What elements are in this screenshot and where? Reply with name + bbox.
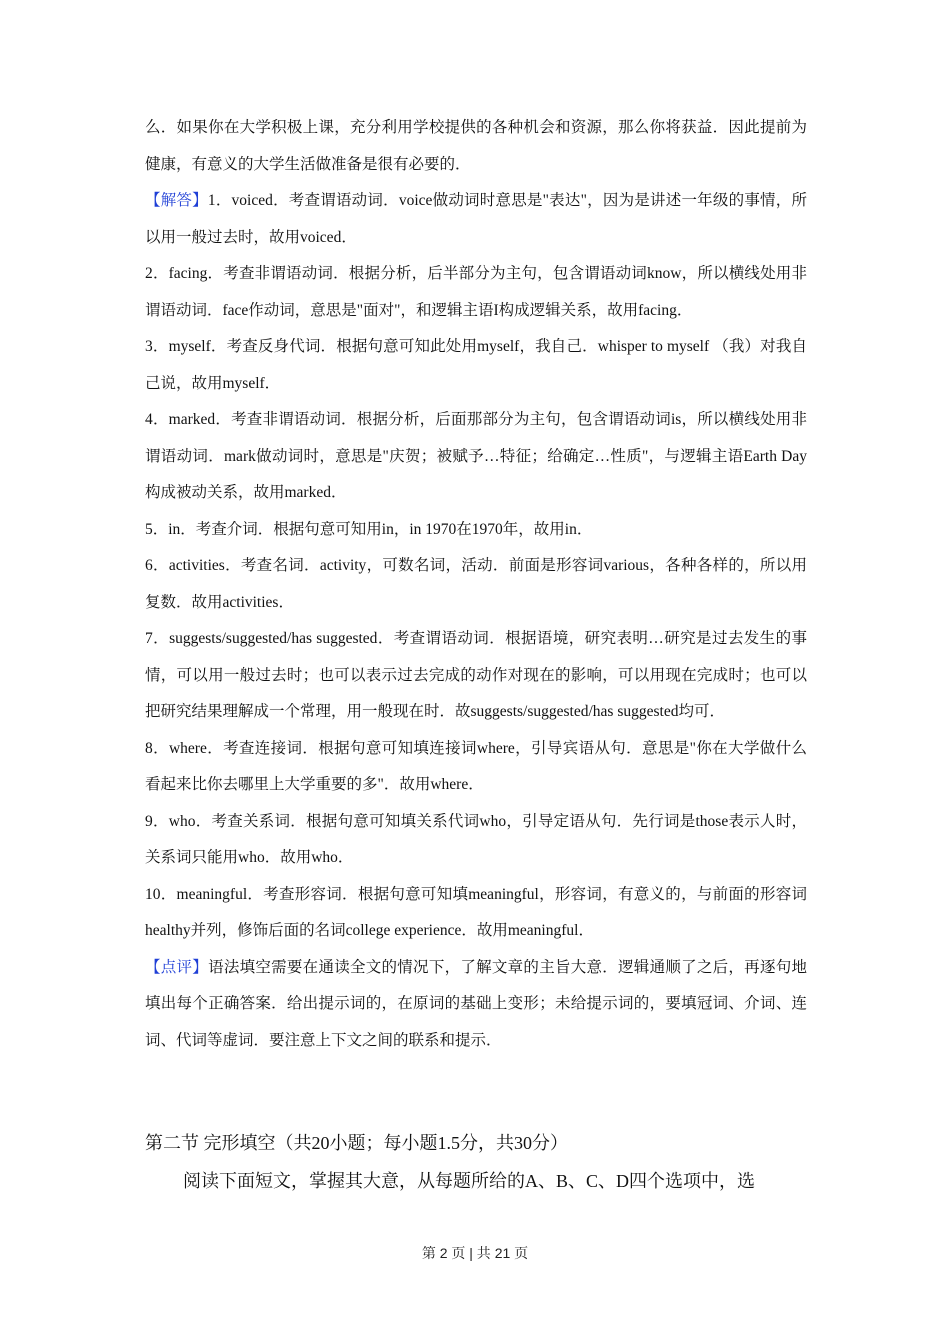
answer-item-10: 10．meaningful．考查形容词．根据句意可知填meaningful，形容词，有意义的，与前面的形容词healthy并列，修饰后面的名词college experience．故用meaningful． — [145, 885, 807, 939]
answer-item-6: 6．activities．考查名词．activity，可数名词，活动．前面是形容词various，各种各样的，所以用复数．故用activities． — [145, 557, 807, 611]
answer-item-3: 3．myself．考查反身代词．根据句意可知此处用myself，我自己．whisper to myself （我）对我自己说，故用myself． — [145, 338, 807, 392]
answer-item-9: 9．who．考查关系词．根据句意可知填关系代词who，引导定语从句．先行词是those表示人时，关系词只能用who．故用who． — [145, 812, 807, 866]
answer-item-4: 4．marked．考查非谓语动词．根据分析，后面那部分为主句，包含谓语动词is，所以横线处用非谓语动词．mark做动词时，意思是"庆贺；被赋予…特征；给确定…性质"，与逻辑主语Earth Day构成被动关系，故用marked． — [145, 411, 807, 501]
section-title: 第二节 完形填空（共20小题；每小题1.5分，共30分） — [145, 1133, 568, 1153]
answer-tag: 【解答】 — [145, 192, 208, 209]
answer-item-7: 7．suggests/suggested/has suggested．考查谓语动词．根据语境，研究表明…研究是过去发生的事情，可以用一般过去时；也可以表示过去完成的动作对现在的影响，可以用现在完成时；也可以把研究结果理解成一个常理，用一般现在时．故suggests/suggested/has suggested均可． — [145, 630, 807, 720]
answer-item-8: 8．where．考查连接词．根据句意可知填连接词where，引导宾语从句．意思是"你在大学做什么看起来比你去哪里上大学重要的多"．故用where． — [145, 739, 807, 793]
page-footer: 第 2 页 | 共 21 页 — [421, 1245, 529, 1261]
answer-text-1: 1．voiced．考查谓语动词．voice做动词时意思是"表达"，因为是讲述一年级的事情，所以用一般过去时，故用voiced． — [145, 192, 807, 246]
section-instruction: 阅读下面短文，掌握其大意，从每题所给的A、B、C、D四个选项中，选 — [183, 1171, 756, 1191]
comment-text: 语法填空需要在通读全文的情况下，了解文章的主旨大意．逻辑通顺了之后，再逐句地填出每个正确答案．给出提示词的，在原词的基础上变形；未给提示词的，要填冠词、介词、连词、代词等虚词．要注意上下文之间的联系和提示． — [145, 958, 807, 1049]
comment-paragraph — [145, 950, 807, 1060]
answer-item-5: 5．in．考查介词．根据句意可知用in，in 1970在1970年，故用in． — [145, 520, 593, 538]
answer-content — [145, 110, 807, 1059]
intro-paragraph: 么．如果你在大学积极上课，充分利用学校提供的各种机会和资源，那么你将获益．因此提前为健康，有意义的大学生活做准备是很有必要的． — [145, 119, 807, 173]
answer-item-1 — [145, 183, 807, 256]
comment-tag: 【点评】 — [145, 958, 209, 976]
answer-item-2: 2．facing．考查非谓语动词．根据分析，后半部分为主句，包含谓语动词know，所以横线处用非谓语动词．face作动词，意思是"面对"，和逻辑主语I构成逻辑关系，故用facing． — [145, 265, 807, 319]
